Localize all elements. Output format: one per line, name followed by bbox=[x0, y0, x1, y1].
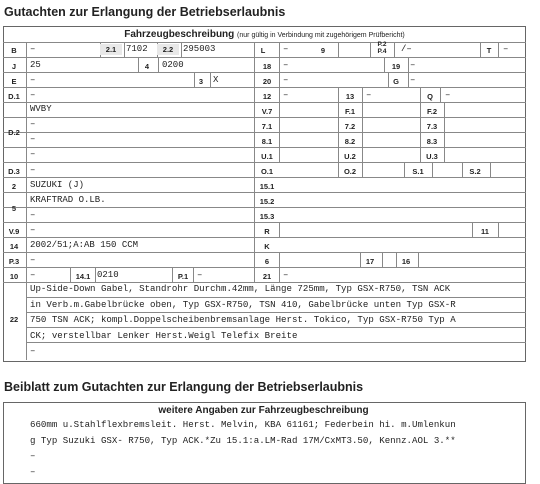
grid-rule bbox=[338, 117, 339, 132]
label-2: 2 bbox=[11, 182, 17, 191]
grid-rule bbox=[3, 222, 526, 223]
text-22-line: in Verb.m.Gabelbrücke oben, Typ GSX-R750, TSN 410, Gabelbrücke unten Typ GSX-R bbox=[30, 298, 456, 310]
label-O2: O.2 bbox=[343, 167, 357, 176]
val-18: – bbox=[283, 60, 289, 70]
grid-rule bbox=[362, 132, 363, 147]
grid-rule bbox=[181, 42, 182, 57]
label-8-1: 8.1 bbox=[261, 137, 273, 146]
val-D2-0: WVBY bbox=[30, 104, 52, 114]
weitere-line: – bbox=[30, 450, 36, 462]
val-19: – bbox=[410, 60, 416, 70]
grid-rule bbox=[254, 192, 255, 207]
grid-rule bbox=[394, 42, 395, 57]
grid-rule bbox=[3, 237, 526, 238]
val-L: – bbox=[283, 44, 289, 54]
grid-rule bbox=[338, 147, 339, 162]
val-P2: /– bbox=[401, 44, 412, 54]
grid-rule bbox=[362, 162, 363, 177]
grid-rule bbox=[418, 252, 419, 267]
grid-rule bbox=[279, 57, 280, 72]
grid-rule bbox=[254, 57, 255, 72]
grid-rule bbox=[279, 147, 280, 162]
label-P2: P.2 P.4 bbox=[377, 41, 387, 55]
label-19: 19 bbox=[391, 62, 401, 71]
val-2: SUZUKI (J) bbox=[30, 180, 85, 190]
grid-rule bbox=[370, 42, 371, 57]
grid-rule bbox=[490, 162, 491, 177]
label-16: 16 bbox=[401, 257, 411, 266]
grid-rule bbox=[338, 102, 339, 117]
label-D2: D.2 bbox=[8, 128, 20, 137]
grid-rule bbox=[382, 252, 383, 267]
val-D3: – bbox=[30, 165, 36, 175]
grid-rule bbox=[138, 57, 139, 72]
label-14: 14 bbox=[9, 242, 19, 251]
val-D2-3: – bbox=[30, 149, 36, 159]
label-6: 6 bbox=[264, 257, 270, 266]
label-U1: U.1 bbox=[261, 152, 273, 161]
label-V7: V.7 bbox=[261, 107, 273, 116]
grid-rule bbox=[158, 57, 159, 72]
label-7-1: 7.1 bbox=[261, 122, 273, 131]
grid-rule bbox=[420, 147, 421, 162]
label-F2: F.2 bbox=[426, 107, 437, 116]
label-15-1: 15.1 bbox=[259, 182, 275, 191]
grid-rule bbox=[210, 72, 211, 87]
grid-rule bbox=[3, 132, 526, 133]
grid-rule bbox=[362, 87, 363, 102]
val-2-2: 295003 bbox=[183, 44, 216, 54]
grid-rule bbox=[444, 117, 445, 132]
label-4: 4 bbox=[144, 62, 150, 71]
grid-rule bbox=[338, 87, 339, 102]
grid-rule bbox=[3, 252, 526, 253]
grid-rule bbox=[124, 42, 125, 57]
label-E: E bbox=[11, 77, 17, 86]
val-P3: – bbox=[30, 255, 36, 265]
label-22: 22 bbox=[9, 315, 19, 324]
grid-rule bbox=[3, 72, 526, 73]
label-17: 17 bbox=[365, 257, 375, 266]
text-22 bbox=[30, 281, 456, 359]
val-10: – bbox=[30, 270, 36, 280]
grid-rule bbox=[279, 87, 280, 102]
val-2-1: 7102 bbox=[126, 44, 148, 54]
label-14-1: 14.1 bbox=[75, 272, 91, 281]
label-2-1: 2.1 bbox=[100, 44, 122, 55]
label-20: 20 bbox=[262, 77, 272, 86]
grid-rule bbox=[279, 42, 280, 57]
label-18: 18 bbox=[262, 62, 272, 71]
label-V9: V.9 bbox=[8, 227, 20, 236]
grid-rule bbox=[420, 87, 421, 102]
grid-rule bbox=[472, 222, 473, 237]
grid-rule bbox=[3, 102, 526, 103]
grid-rule bbox=[362, 117, 363, 132]
label-G: G bbox=[393, 77, 399, 86]
page-title: Gutachten zur Erlangung der Betriebserlaubnis bbox=[4, 5, 286, 19]
text-22-line: 750 TSN ACK; kompl.Doppelscheibenbremsanlage Herst. Tokico, Typ GSX-R750 Typ A bbox=[30, 314, 456, 326]
label-15-2: 15.2 bbox=[259, 197, 275, 206]
weitere-header: weitere Angaben zur Fahrzeugbeschreibung bbox=[158, 405, 369, 416]
val-5-0: KRAFTRAD O.LB. bbox=[30, 195, 106, 205]
grid-rule bbox=[3, 162, 526, 163]
grid-rule bbox=[254, 102, 255, 117]
grid-rule bbox=[338, 132, 339, 147]
label-5: 5 bbox=[11, 204, 17, 213]
text-22-line: – bbox=[30, 345, 36, 357]
grid-rule bbox=[254, 177, 255, 192]
grid-rule bbox=[420, 102, 421, 117]
label-15-3: 15.3 bbox=[259, 212, 275, 221]
grid-rule bbox=[254, 267, 255, 282]
grid-rule bbox=[254, 42, 255, 57]
label-8-3: 8.3 bbox=[426, 137, 438, 146]
val-Q: – bbox=[445, 90, 451, 100]
text-weitere bbox=[30, 417, 456, 479]
grid-rule bbox=[444, 102, 445, 117]
label-D1: D.1 bbox=[8, 92, 20, 101]
grid-rule bbox=[388, 72, 389, 87]
grid-rule bbox=[3, 267, 526, 268]
grid-rule bbox=[254, 252, 255, 267]
label-10: 10 bbox=[9, 272, 19, 281]
grid-rule bbox=[3, 117, 526, 118]
grid-rule bbox=[3, 177, 526, 178]
grid-rule bbox=[254, 132, 255, 147]
grid-rule bbox=[279, 117, 280, 132]
val-5-1: – bbox=[30, 210, 36, 220]
label-2-2: 2.2 bbox=[157, 44, 179, 55]
grid-rule bbox=[396, 252, 397, 267]
label-3: 3 bbox=[198, 77, 204, 86]
label-9: 9 bbox=[320, 46, 326, 55]
val-3: X bbox=[213, 75, 219, 85]
grid-rule bbox=[279, 252, 280, 267]
val-20: – bbox=[283, 75, 289, 85]
val-V9: – bbox=[30, 225, 36, 235]
fz-header: Fahrzeugbeschreibung (nur gültig in Verbindung mit zugehörigem Prüfbericht) bbox=[124, 29, 405, 40]
label-L: L bbox=[260, 46, 266, 55]
label-11: 11 bbox=[481, 227, 489, 236]
grid-rule bbox=[462, 162, 463, 177]
grid-rule bbox=[360, 252, 361, 267]
grid-rule bbox=[498, 222, 499, 237]
grid-rule bbox=[254, 147, 255, 162]
grid-rule bbox=[95, 267, 96, 282]
grid-rule bbox=[362, 147, 363, 162]
grid-rule bbox=[70, 267, 71, 282]
grid-rule bbox=[3, 192, 526, 193]
label-K: K bbox=[264, 242, 270, 251]
grid-rule bbox=[362, 102, 363, 117]
grid-rule bbox=[3, 147, 526, 148]
label-U2: U.2 bbox=[344, 152, 356, 161]
label-D3: D.3 bbox=[8, 167, 20, 176]
val-21: – bbox=[283, 270, 289, 280]
val-14-1: 0210 bbox=[97, 270, 119, 280]
label-P3: P.3 bbox=[8, 257, 20, 266]
text-22-line: CK; verstellbar Lenker Herst.Weigl Telefix Breite bbox=[30, 329, 298, 341]
grid-rule bbox=[338, 162, 339, 177]
label-S1: S.1 bbox=[412, 167, 424, 176]
grid-rule bbox=[3, 207, 526, 208]
text-22-line: Up-Side-Down Gabel, Standrohr Durchm.42mm, Länge 725mm, Typ GSX-R750, TSN ACK bbox=[30, 283, 451, 294]
weitere-line: – bbox=[30, 465, 36, 477]
val-D2-1: – bbox=[30, 119, 36, 129]
grid-rule bbox=[480, 42, 481, 57]
grid-rule bbox=[408, 57, 409, 72]
val-12: – bbox=[283, 90, 289, 100]
grid-rule bbox=[254, 72, 255, 87]
grid-rule bbox=[194, 72, 195, 87]
label-T: T bbox=[486, 46, 492, 55]
val-D2-2: – bbox=[30, 134, 36, 144]
label-S2: S.2 bbox=[469, 167, 481, 176]
label-8-2: 8.2 bbox=[344, 137, 356, 146]
grid-rule bbox=[404, 162, 405, 177]
val-T: – bbox=[503, 44, 509, 54]
val-4: 0200 bbox=[162, 60, 184, 70]
beiblatt-title: Beiblatt zum Gutachten zur Erlangung der Betriebserlaubnis bbox=[4, 380, 364, 394]
grid-rule bbox=[440, 87, 441, 102]
label-7-2: 7.2 bbox=[344, 122, 356, 131]
grid-rule bbox=[279, 267, 280, 282]
grid-rule bbox=[193, 267, 194, 282]
grid-rule bbox=[3, 57, 526, 58]
grid-rule bbox=[279, 102, 280, 117]
label-7-3: 7.3 bbox=[426, 122, 438, 131]
val-E: – bbox=[30, 75, 36, 85]
grid-rule bbox=[444, 132, 445, 147]
grid-rule bbox=[3, 42, 526, 43]
grid-rule bbox=[338, 42, 339, 57]
grid-rule bbox=[279, 72, 280, 87]
val-14: 2002/51;A:AB 150 CCM bbox=[30, 240, 139, 250]
grid-rule bbox=[254, 207, 255, 222]
label-J: J bbox=[11, 62, 17, 71]
grid-rule bbox=[254, 87, 255, 102]
label-12: 12 bbox=[262, 92, 272, 101]
label-Q: Q bbox=[427, 92, 433, 101]
weitere-line: g Typ Suzuki GSX- R750, Typ ACK.*Zu 15.1:a.LM-Rad 17M/CxMT3.50, Kennz.AOL 3.** bbox=[30, 434, 456, 446]
val-G: – bbox=[410, 75, 416, 85]
grid-rule bbox=[279, 132, 280, 147]
grid-rule bbox=[498, 42, 499, 57]
grid-rule bbox=[444, 147, 445, 162]
val-D1: – bbox=[30, 90, 36, 100]
grid-rule bbox=[3, 87, 526, 88]
grid-rule bbox=[254, 222, 255, 237]
label-R: R bbox=[264, 227, 270, 236]
grid-rule bbox=[420, 132, 421, 147]
label-13: 13 bbox=[345, 92, 355, 101]
grid-rule bbox=[172, 267, 173, 282]
label-21: 21 bbox=[262, 272, 272, 281]
grid-rule bbox=[254, 162, 255, 177]
val-13: – bbox=[366, 90, 372, 100]
grid-rule bbox=[420, 117, 421, 132]
label-B: B bbox=[11, 46, 17, 55]
grid-rule bbox=[254, 237, 255, 252]
val-P1: – bbox=[197, 270, 203, 280]
weitere-line: 660mm u.Stahlflexbremsleit. Herst. Melvin, KBA 61161; Federbein hi. m.Umlenkun bbox=[30, 419, 456, 430]
label-U3: U.3 bbox=[426, 152, 438, 161]
grid-rule bbox=[279, 222, 280, 237]
label-P1: P.1 bbox=[177, 272, 189, 281]
val-J: 25 bbox=[30, 60, 41, 70]
grid-rule bbox=[384, 57, 385, 72]
val-B: – bbox=[30, 44, 36, 54]
grid-rule bbox=[408, 72, 409, 87]
label-F1: F.1 bbox=[344, 107, 355, 116]
grid-rule bbox=[254, 117, 255, 132]
label-O1: O.1 bbox=[260, 167, 274, 176]
grid-rule bbox=[26, 42, 27, 360]
grid-rule bbox=[432, 162, 433, 177]
